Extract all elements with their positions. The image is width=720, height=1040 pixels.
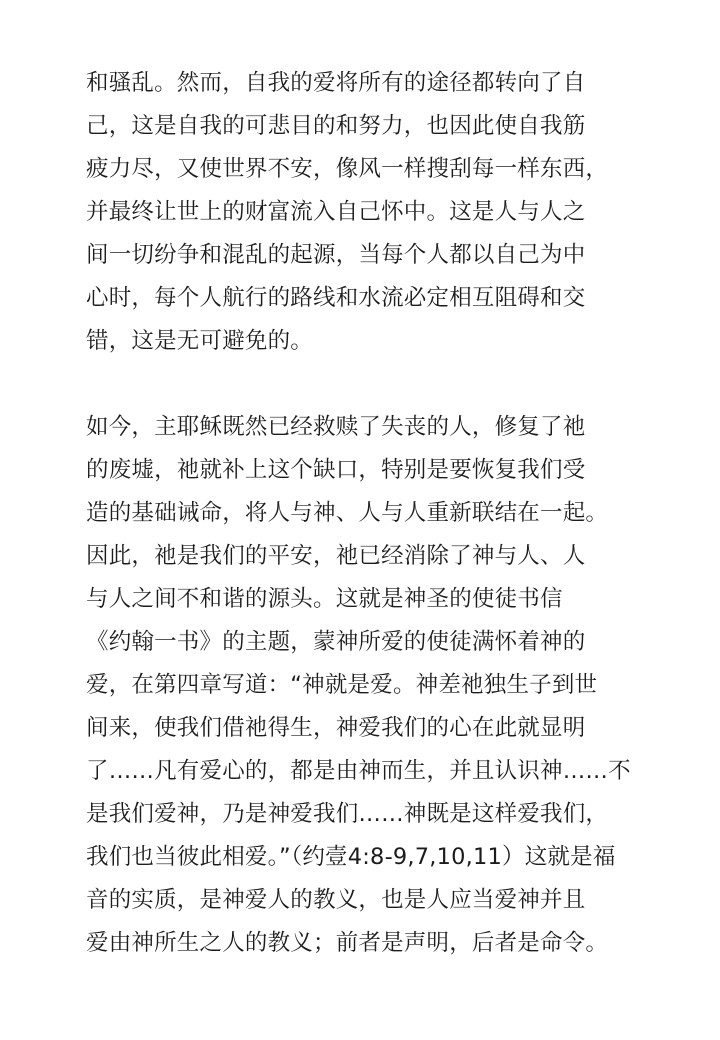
text-line: 我们也当彼此相爱。”（约壹4:8-9,7,10,11）这就是福 xyxy=(86,844,616,870)
text-line: 己，这是自我的可悲目的和努力，也因此使自我筋 xyxy=(86,113,586,139)
text-line: 错，这是无可避免的。 xyxy=(86,328,314,354)
text-line: 和骚乱。然而，自我的爱将所有的途径都转向了自 xyxy=(86,70,586,96)
text-line: 并最终让世上的财富流入自己怀中。这是人与人之 xyxy=(86,199,586,225)
text-line: 音的实质，是神爱人的教义，也是人应当爱神并且 xyxy=(86,887,586,913)
paragraph-1 xyxy=(86,62,646,363)
text-line: 的废墟，祂就补上这个缺口，特别是要恢复我们受 xyxy=(86,457,586,483)
text-line: 造的基础诫命，将人与神、人与人重新联结在一起。 xyxy=(86,500,609,526)
text-line: 是我们爱神，乃是神爱我们……神既是这样爱我们， xyxy=(86,801,609,827)
paragraph-2 xyxy=(86,406,646,965)
text-line: 心时，每个人航行的路线和水流必定相互阻碍和交 xyxy=(86,285,586,311)
text-line: 了……凡有爱心的，都是由神而生，并且认识神……不 xyxy=(86,758,631,784)
text-line: 爱，在第四章写道：“神就是爱。神差祂独生子到世 xyxy=(86,672,598,698)
text-line: 间来，使我们借祂得生，神爱我们的心在此就显明 xyxy=(86,715,586,741)
text-line: 如今，主耶稣既然已经救赎了失丧的人，修复了祂 xyxy=(86,414,586,440)
text-line: 疲力尽，又使世界不安，像风一样搜刮每一样东西， xyxy=(86,156,609,182)
text-line: 间一切纷争和混乱的起源，当每个人都以自己为中 xyxy=(86,242,586,268)
document-page xyxy=(86,62,646,965)
text-line: 与人之间不和谐的源头。这就是神圣的使徒书信 xyxy=(86,586,563,612)
text-line: 爱由神所生之人的教义；前者是声明，后者是命令。 xyxy=(86,930,609,956)
paragraph-spacer xyxy=(86,363,646,406)
text-line: 因此，祂是我们的平安，祂已经消除了神与人、人 xyxy=(86,543,586,569)
text-line: 《约翰一书》的主题，蒙神所爱的使徒满怀着神的 xyxy=(86,629,586,655)
